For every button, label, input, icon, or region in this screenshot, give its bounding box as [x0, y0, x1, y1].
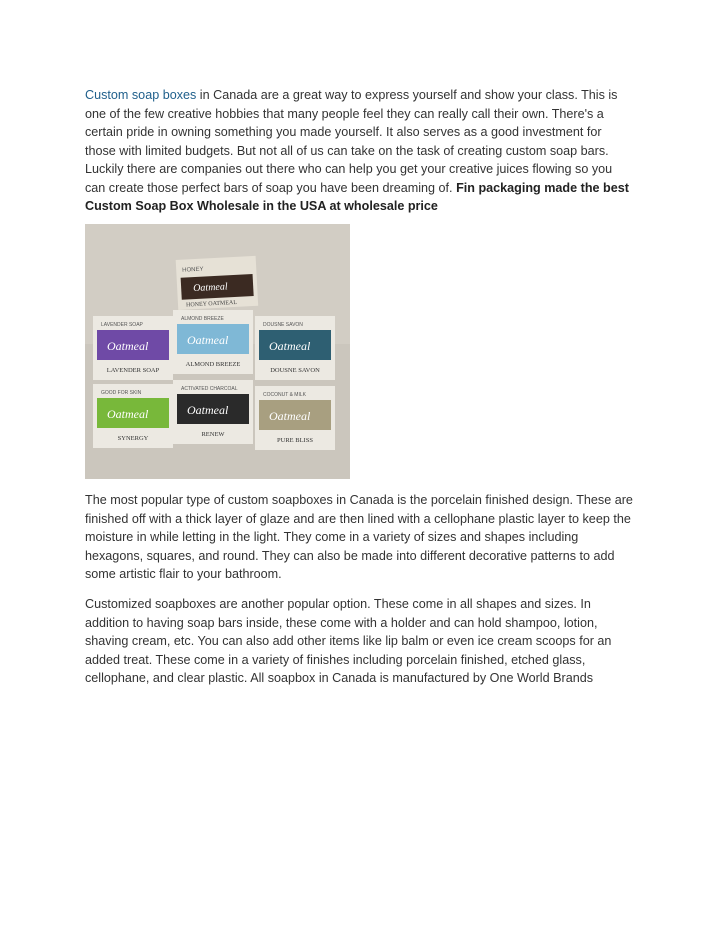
- custom-soap-boxes-link[interactable]: Custom soap boxes: [85, 88, 197, 102]
- soap-box-script: Oatmeal: [107, 407, 149, 421]
- soap-box-2: [173, 310, 253, 374]
- soap-box-header: ALMOND BREEZE: [181, 316, 224, 322]
- porcelain-paragraph: The most popular type of custom soapboxes in Canada is the porcelain finished design. These are finished off with a thick layer of glaze and are then lined with a cellophane plastic layer to keep the moisture in while letting in the light. They come in a variety of sizes and shapes including hexagons, squares, and round. They can also be made into different decorative patterns to add some artistic flair to your bathroom.: [85, 493, 633, 581]
- soap-box-header: GOOD FOR SKIN: [101, 390, 142, 396]
- intro-text: in Canada are a great way to express yourself and show your class. This is one of the few creative hobbies that many people feel they can really call their own. There's a certain pride in owning something you made yourself. It also serves as a good investment for those with limited budgets. But not all of us can take on the task of creating custom soap bars. Luckily there are companies out there who can help you get your creative juices flowing so you can create those perfect bars of soap you have been dreaming of.: [85, 88, 618, 195]
- soap-box-3: [255, 316, 335, 380]
- soap-box-script: Oatmeal: [187, 403, 229, 417]
- intro-paragraph: [85, 86, 633, 216]
- soap-boxes-illustration: [85, 224, 350, 479]
- soap-box-header: ACTIVATED CHARCOAL: [181, 386, 238, 392]
- soap-box-header: DOUSNE SAVON: [263, 322, 303, 328]
- soap-box-script: Oatmeal: [107, 339, 149, 353]
- soap-box-label: DOUSNE SAVON: [270, 367, 320, 374]
- soap-boxes-photo: [85, 224, 350, 479]
- soap-box-label: SYNERGY: [117, 435, 149, 442]
- top-box-header: HONEY: [182, 266, 204, 274]
- top-box-script: Oatmeal: [192, 281, 228, 295]
- soap-box-5: [173, 380, 253, 444]
- soap-box-script: Oatmeal: [269, 409, 311, 423]
- soap-box-label: PURE BLISS: [277, 437, 313, 444]
- soap-box-header: COCONUT & MILK: [263, 392, 306, 398]
- customized-paragraph: Customized soapboxes are another popular option. These come in all shapes and sizes. In addition to having soap bars inside, these come with a holder and can hold shampoo, lotion, shaving cream, etc. You can also add other items like lip balm or even ice cream scoops for an added treat. These come in a variety of finishes including porcelain finished, etched glass, cellophane, and clear plastic. All soapbox in Canada is manufactured by One World Brands: [85, 597, 612, 685]
- soap-box-label: LAVENDER SOAP: [106, 367, 160, 374]
- top-box-label: HONEY OATMEAL: [185, 299, 238, 309]
- box-grid: [93, 310, 335, 450]
- soap-box-4: [93, 384, 173, 448]
- soap-box-script: Oatmeal: [187, 333, 229, 347]
- soap-box-script: Oatmeal: [269, 339, 311, 353]
- intro-bold-text: Fin packaging made the best Custom Soap Box Wholesale in the USA at wholesale price: [85, 180, 629, 213]
- soap-box-6: [255, 386, 335, 450]
- soap-box-label: ALMOND BREEZE: [185, 361, 241, 368]
- soap-box-1: [93, 316, 173, 380]
- soap-box-header: LAVENDER SOAP: [101, 322, 143, 328]
- soap-box-label: RENEW: [201, 431, 225, 438]
